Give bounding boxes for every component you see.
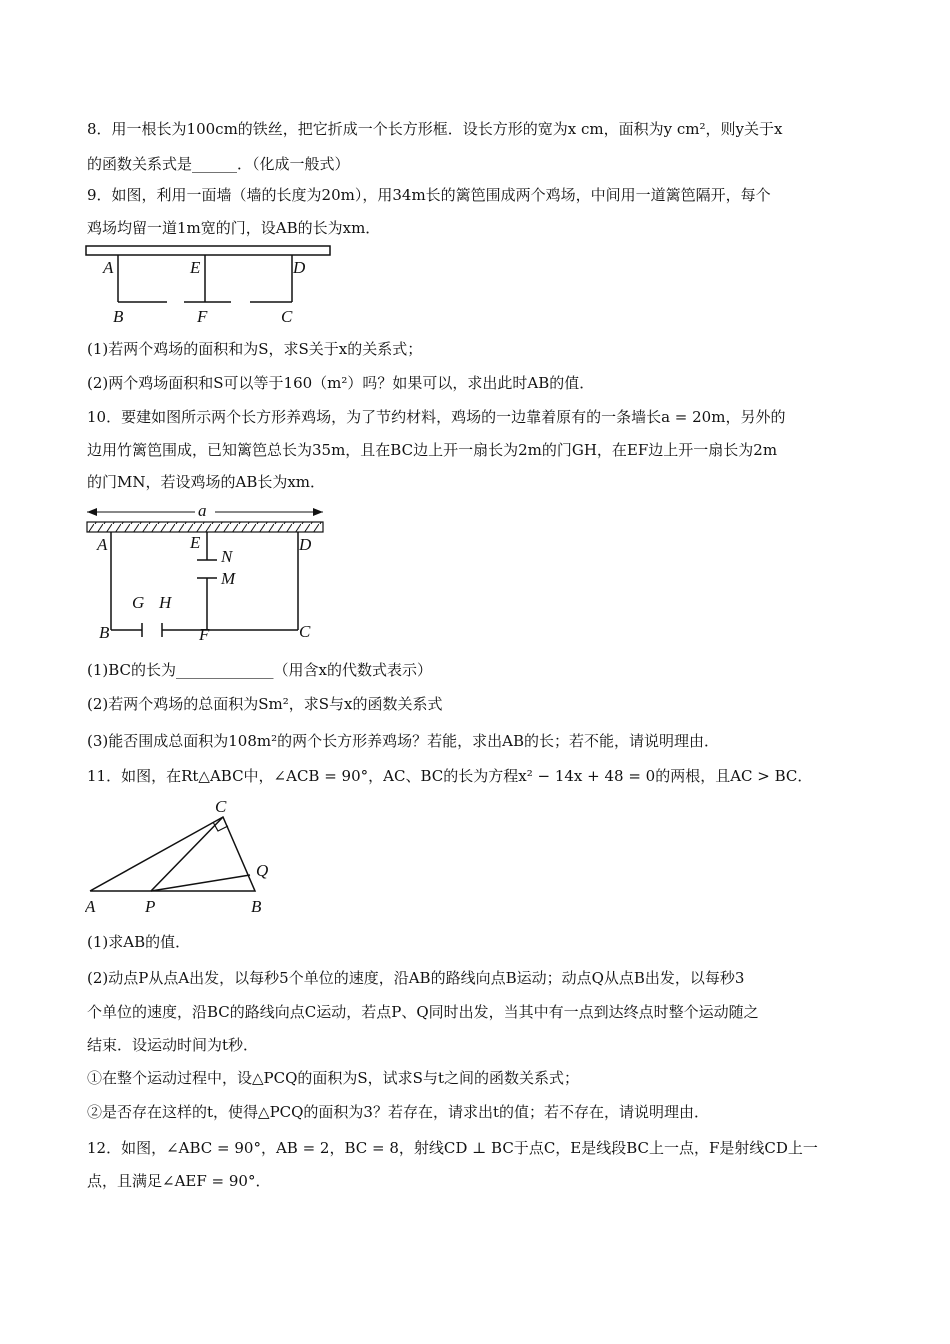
fig10-label-F: F (199, 625, 210, 644)
fig11-segment-pq (151, 875, 250, 891)
q9-part2: (2)两个鸡场面积和S可以等于160（m²）吗？如果可以，求出此时AB的值． (87, 374, 595, 392)
fig11-triangle-abc (90, 817, 255, 891)
fig11-segment-pc (151, 817, 223, 891)
q9-part1: (1)若两个鸡场的面积和为S，求S关于x的关系式； (87, 340, 423, 358)
q11-part1: (1)求AB的值． (87, 933, 191, 951)
fig11-label-c: C (215, 797, 227, 816)
q11-sub1: ①在整个运动过程中，设△PCQ的面积为S，试求S与t之间的函数关系式； (87, 1069, 579, 1087)
q9-line-1: 9．如图，利用一面墙（墙的长度为20m），用34m长的篱笆围成两个鸡场，中间用一道篱笆隔开，每个 (87, 186, 771, 204)
fig10-arrow-right-icon (313, 508, 323, 516)
q11-part2-line-3: 结束．设运动时间为t秒． (87, 1036, 259, 1054)
fig9-label-a: A (103, 258, 114, 277)
q12-line-2: 点，且满足∠AEF = 90°． (87, 1172, 271, 1190)
q11-part2-line-2: 个单位的速度，沿BC的路线向点C运动，若点P、Q同时出发，当其中有一点到达终点时整个运动随之 (87, 1003, 759, 1021)
fig10-label-B: B (99, 623, 110, 642)
fig10-label-D: D (299, 535, 312, 554)
fig9-label-d: D (293, 258, 306, 277)
q8-line-1: 8．用一根长为100cm的铁丝，把它折成一个长方形框．设长方形的宽为x cm，面积为y cm²，则y关于x (87, 120, 783, 138)
fig11-label-q: Q (256, 861, 269, 880)
q8-line-2: 的函数关系式是______．（化成一般式） (87, 155, 350, 173)
fig10-label-C: C (299, 622, 311, 641)
fig9-diagram (85, 244, 345, 326)
fig10-wall (87, 522, 323, 532)
q11-part2-line-1: (2)动点P从点A出发，以每秒5个单位的速度，沿AB的路线向点B运动；动点Q从点B出发，以每秒3 (87, 969, 745, 987)
q10-line-1: 10．要建如图所示两个长方形养鸡场，为了节约材料，鸡场的一边靠着原有的一条墙长a = 20m，另外的 (87, 408, 786, 426)
q10-line-3: 的门MN，若设鸡场的AB长为xm． (87, 473, 326, 491)
fig9-label-e: E (190, 258, 201, 277)
q11-line-1: 11．如图，在Rt△ABC中，∠ACB = 90°，AC、BC的长为方程x² − 14x + 48 = 0的两根，且AC > BC． (87, 767, 813, 785)
fig11-diagram (85, 795, 275, 917)
fig10-label-E: E (190, 533, 201, 552)
q11-sub2: ②是否存在这样的t，使得△PCQ的面积为3？若存在，请求出t的值；若不存在，请说明理由． (87, 1103, 710, 1121)
q10-part2: (2)若两个鸡场的总面积为Sm²，求S与x的函数关系式 (87, 695, 443, 713)
fig10-diagram (85, 500, 330, 645)
fig10-label-M: M (221, 569, 236, 588)
fig10-arrow-left-icon (87, 508, 97, 516)
fig9-label-c: C (281, 307, 293, 326)
q10-part3: (3)能否围成总面积为108m²的两个长方形养鸡场？若能，求出AB的长；若不能，请说明理由． (87, 732, 719, 750)
fig10-label-G: G (132, 593, 145, 612)
fig9-wall (86, 246, 330, 255)
q10-part1: (1)BC的长为_____________（用含x的代数式表示） (87, 661, 432, 679)
q12-line-1: 12．如图，∠ABC = 90°，AB = 2，BC = 8，射线CD ⊥ BC于点C，E是线段BC上一点，F是射线CD上一 (87, 1139, 818, 1157)
fig11-label-p: P (145, 897, 156, 916)
fig11-label-b: B (251, 897, 262, 916)
fig10-label-A: A (97, 535, 108, 554)
fig10-label-H: H (159, 593, 172, 612)
fig11-label-a: A (85, 897, 96, 916)
fig9-label-f: F (197, 307, 208, 326)
fig9-label-b: B (113, 307, 124, 326)
q10-line-2: 边用竹篱笆围成，已知篱笆总长为35m，且在BC边上开一扇长为2m的门GH，在EF边上开一扇长为2m (87, 441, 778, 459)
fig10-label-N: N (221, 547, 233, 566)
fig10-label-a: a (198, 501, 207, 520)
q9-line-2: 鸡场均留一道1m宽的门，设AB的长为xm． (87, 219, 381, 237)
